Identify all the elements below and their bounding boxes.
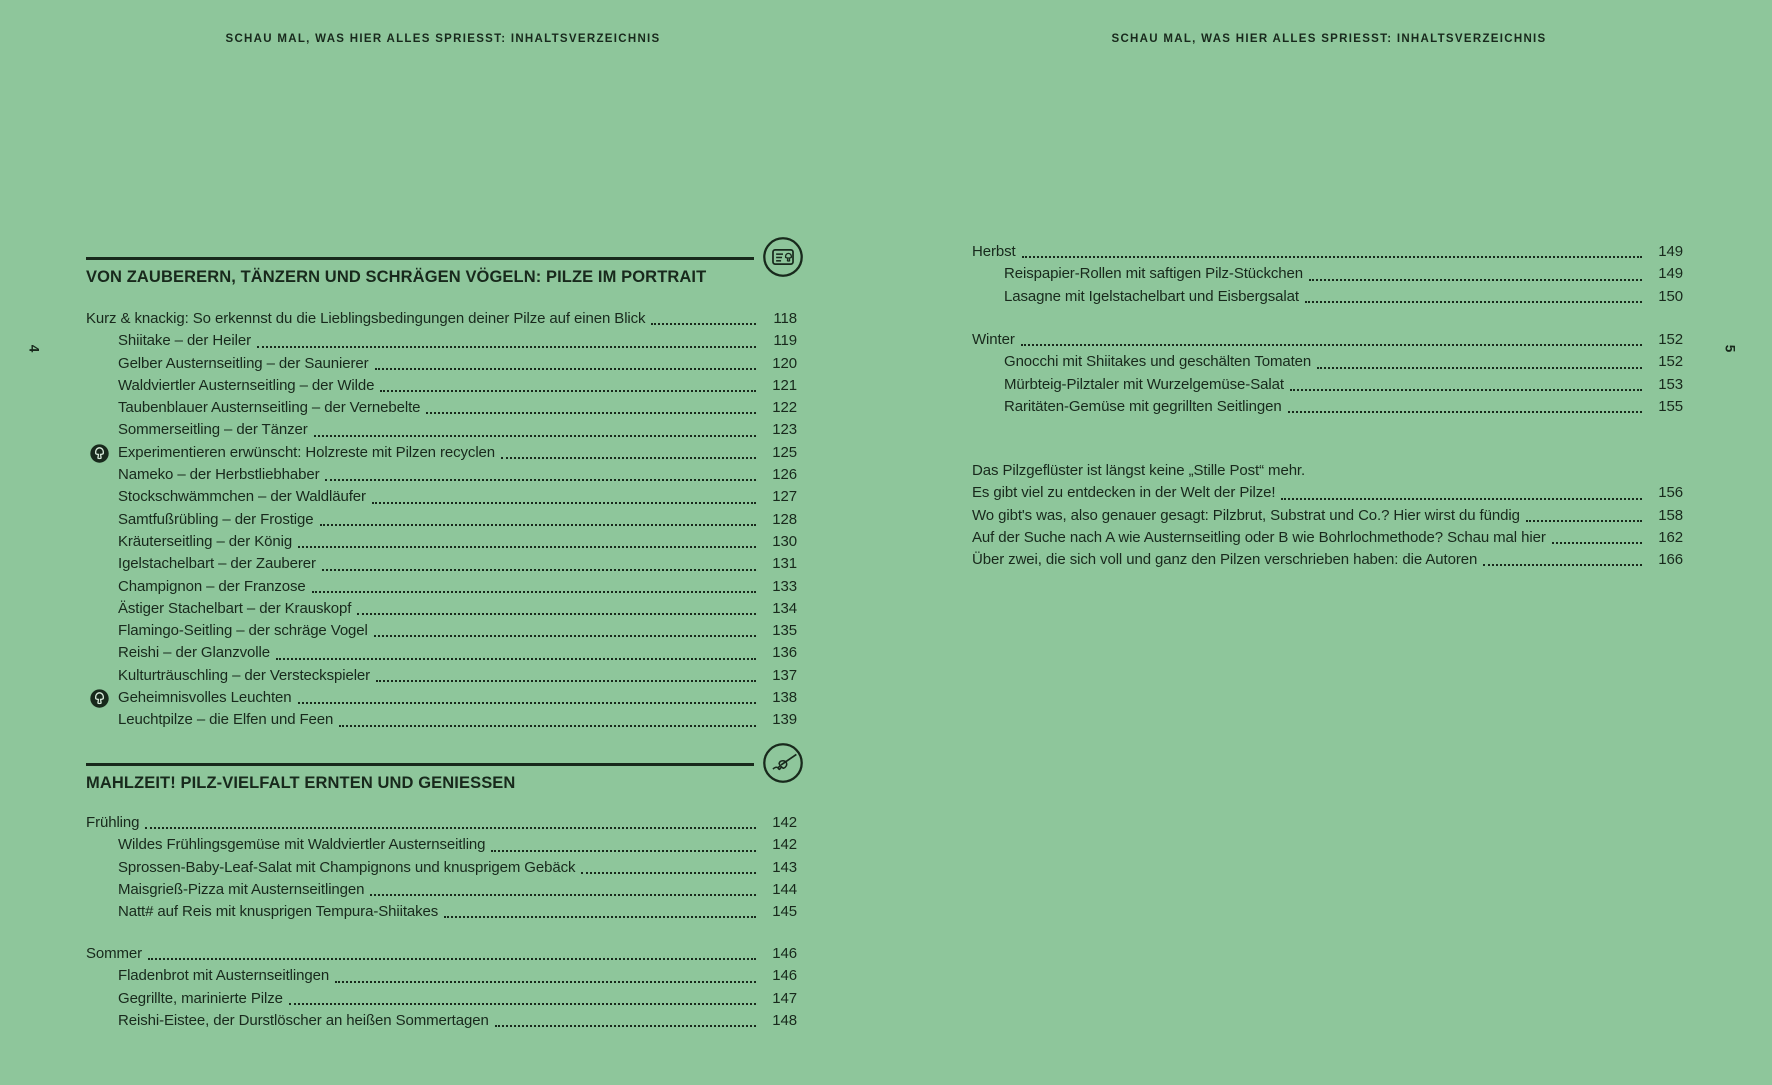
- toc-entry: [972, 286, 1683, 308]
- toc-entry-label: Reishi-Eistee, der Durstlöscher an heißen Sommertagen: [118, 1011, 489, 1029]
- toc-entry-page-number: 152: [1658, 331, 1683, 348]
- toc-entry-page-number: 166: [1658, 551, 1683, 569]
- toc-entry: [86, 464, 797, 486]
- dot-leader: [322, 569, 756, 571]
- toc-entry: [86, 943, 797, 965]
- toc-entry-page-number: 162: [1658, 528, 1683, 546]
- mushroom-badge-icon: [89, 688, 110, 709]
- toc-entry: [86, 308, 797, 330]
- toc-entry: [86, 509, 797, 531]
- dot-leader: [320, 524, 756, 526]
- dot-leader: [148, 958, 756, 960]
- toc-entry-label: Raritäten-Gemüse mit gegrillten Seitlingen: [1004, 397, 1282, 415]
- mushroom-badge-icon: [89, 443, 110, 464]
- toc-entry: [86, 442, 797, 464]
- toc-entry-page-number: 145: [772, 903, 797, 921]
- toc-list-sommer: [86, 943, 797, 1032]
- fork-mushroom-icon: [762, 742, 804, 784]
- toc-entry: [972, 374, 1683, 396]
- toc-entry-label: Gnocchi mit Shiitakes und geschälten Tomaten: [1004, 353, 1312, 371]
- toc-entry-page-number: 119: [773, 332, 797, 350]
- toc-entry-label: Frühling: [86, 814, 140, 831]
- toc-entry-label: Auf der Suche nach A wie Austernseitling oder B wie Bohrlochmethode? Schau mal hier: [972, 528, 1546, 546]
- dot-leader: [298, 546, 756, 548]
- dot-leader: [314, 435, 756, 437]
- toc-entry-label: Shiitake – der Heiler: [118, 332, 251, 350]
- toc-entry-label: Gelber Austernseitling – der Saunierer: [118, 354, 369, 372]
- section-divider: [86, 257, 754, 260]
- toc-entry-label: Ästiger Stachelbart – der Krauskopf: [118, 599, 352, 617]
- toc-entry: [86, 553, 797, 575]
- toc-entry-label: Fladenbrot mit Austernseitlingen: [118, 967, 330, 985]
- toc-entry-label: Kulturträuschling – der Versteckspieler: [118, 666, 371, 684]
- toc-list-portraits: [86, 308, 797, 732]
- toc-entry-page-number: 123: [772, 421, 797, 439]
- toc-entry: [86, 812, 797, 834]
- toc-entry-page-number: 131: [772, 555, 797, 573]
- dot-leader: [376, 680, 756, 682]
- toc-entry: [86, 375, 797, 397]
- toc-list-herbst: [972, 241, 1683, 308]
- toc-entry: [86, 353, 797, 375]
- toc-entry: [86, 687, 797, 709]
- dot-leader: [444, 916, 756, 918]
- toc-entry: [972, 329, 1683, 351]
- dot-leader: [1309, 279, 1642, 281]
- toc-entry: [86, 531, 797, 553]
- toc-entry-label: Leuchtpilze – die Elfen und Feen: [118, 711, 334, 729]
- toc-entry: [86, 486, 797, 508]
- running-header-right: SCHAU MAL, WAS HIER ALLES SPRIESST: INHALTSVERZEICHNIS: [1111, 33, 1547, 45]
- toc-entry-label: Sprossen-Baby-Leaf-Salat mit Champignons und knusprigem Gebäck: [118, 858, 576, 876]
- dot-leader: [335, 981, 756, 983]
- dot-leader: [372, 502, 756, 504]
- toc-entry: [86, 709, 797, 731]
- dot-leader: [651, 323, 756, 325]
- toc-entry-page-number: 130: [772, 532, 797, 550]
- toc-entry: [86, 665, 797, 687]
- toc-entry-label: Winter: [972, 331, 1015, 348]
- toc-entry-label: Geheimnisvolles Leuchten: [118, 689, 292, 707]
- toc-entry: [86, 901, 797, 923]
- page-number-right: 5: [1722, 344, 1738, 353]
- toc-entry: [86, 598, 797, 620]
- running-header-left: SCHAU MAL, WAS HIER ALLES SPRIESST: INHALTSVERZEICHNIS: [225, 33, 661, 45]
- toc-entry-label: Sommer: [86, 945, 143, 962]
- dot-leader: [1305, 301, 1642, 303]
- toc-entry-label: Kräuterseitling – der König: [118, 532, 293, 550]
- toc-entry: [972, 241, 1683, 263]
- toc-entry-page-number: 127: [772, 488, 797, 506]
- dot-leader: [581, 872, 756, 874]
- toc-entry-page-number: 142: [772, 814, 797, 831]
- dot-leader: [375, 368, 756, 370]
- toc-entry-page-number: 144: [772, 880, 797, 898]
- toc-entry: [86, 397, 797, 419]
- toc-entry: [86, 419, 797, 441]
- dot-leader: [276, 658, 756, 660]
- toc-entry-label: Das Pilzgeflüster ist längst keine „Stille Post“ mehr.: [972, 462, 1306, 479]
- dot-leader: [339, 725, 756, 727]
- toc-entry-page-number: 146: [772, 967, 797, 985]
- toc-entry-label: Nameko – der Herbstliebhaber: [118, 466, 320, 484]
- toc-entry-page-number: 149: [1658, 243, 1683, 260]
- toc-entry-page-number: 122: [772, 399, 797, 417]
- toc-entry-label: Igelstachelbart – der Zauberer: [118, 555, 316, 573]
- toc-entry-page-number: 146: [772, 945, 797, 962]
- toc-entry-page-number: 118: [773, 310, 797, 327]
- toc-entry-page-number: 147: [772, 989, 797, 1007]
- section-title-portraits: VON ZAUBERERN, TÄNZERN UND SCHRÄGEN VÖGELN: PILZE IM PORTRAIT: [86, 268, 707, 286]
- toc-list-winter: [972, 329, 1683, 418]
- toc-entry-label: Experimentieren erwünscht: Holzreste mit Pilzen recyclen: [118, 443, 496, 461]
- dot-leader: [145, 827, 756, 829]
- toc-list-fruehling: [86, 812, 797, 923]
- dot-leader: [325, 479, 756, 481]
- dot-leader: [374, 635, 756, 637]
- dot-leader: [312, 591, 756, 593]
- dot-leader: [426, 412, 756, 414]
- dot-leader: [491, 850, 756, 852]
- toc-entry: [86, 965, 797, 987]
- toc-entry-label: Wildes Frühlingsgemüse mit Waldviertler Austernseitling: [118, 836, 486, 854]
- toc-entry-label: Herbst: [972, 243, 1016, 260]
- toc-entry-label: Stockschwämmchen – der Waldläufer: [118, 488, 366, 506]
- dot-leader: [380, 390, 756, 392]
- toc-entry: [86, 576, 797, 598]
- toc-entry: [86, 988, 797, 1010]
- dot-leader: [1281, 498, 1642, 500]
- toc-list-outro: [972, 460, 1683, 571]
- toc-entry: [972, 527, 1683, 549]
- toc-entry-label: Waldviertler Austernseitling – der Wilde: [118, 376, 375, 394]
- toc-entry-label: Natt# auf Reis mit knusprigen Tempura-Shiitakes: [118, 903, 439, 921]
- toc-entry-label: Reishi – der Glanzvolle: [118, 644, 270, 662]
- toc-entry-page-number: 134: [772, 599, 797, 617]
- dot-leader: [1288, 411, 1642, 413]
- toc-entry-label: Reispapier-Rollen mit saftigen Pilz-Stückchen: [1004, 265, 1303, 283]
- section-divider: [86, 763, 754, 766]
- toc-entry-label: Samtfußrübling – der Frostige: [118, 510, 314, 528]
- section-title-mahlzeit: MAHLZEIT! PILZ-VIELFALT ERNTEN UND GENIESSEN: [86, 774, 516, 792]
- toc-entry-label: Taubenblauer Austernseitling – der Vernebelte: [118, 399, 421, 417]
- toc-entry-page-number: 149: [1658, 265, 1683, 283]
- toc-entry: [86, 857, 797, 879]
- toc-entry-page-number: 138: [772, 689, 797, 707]
- toc-entry-page-number: 135: [772, 622, 797, 640]
- dot-leader: [1483, 564, 1642, 566]
- dot-leader: [370, 894, 756, 896]
- dot-leader: [1290, 389, 1642, 391]
- toc-entry-page-number: 126: [772, 466, 797, 484]
- toc-entry-label: Maisgrieß-Pizza mit Austernseitlingen: [118, 880, 365, 898]
- toc-entry: [86, 620, 797, 642]
- dot-leader: [289, 1003, 756, 1005]
- toc-entry-page-number: 125: [772, 443, 797, 461]
- toc-entry: [86, 330, 797, 352]
- dot-leader: [357, 613, 756, 615]
- toc-entry-label: Es gibt viel zu entdecken in der Welt der Pilze!: [972, 484, 1276, 502]
- toc-entry-page-number: 136: [772, 644, 797, 662]
- toc-entry-label: Sommerseitling – der Tänzer: [118, 421, 308, 439]
- dot-leader: [1021, 344, 1642, 346]
- toc-entry: [972, 505, 1683, 527]
- toc-entry: [972, 263, 1683, 285]
- toc-entry-page-number: 150: [1658, 287, 1683, 305]
- toc-entry-label: Kurz & knackig: So erkennst du die Lieblingsbedingungen deiner Pilze auf einen Blick: [86, 310, 646, 327]
- toc-entry: [972, 396, 1683, 418]
- toc-entry-label: Gegrillte, marinierte Pilze: [118, 989, 283, 1007]
- toc-entry-page-number: 153: [1658, 375, 1683, 393]
- dot-leader: [495, 1025, 756, 1027]
- toc-entry-page-number: 128: [772, 510, 797, 528]
- dot-leader: [257, 346, 756, 348]
- toc-entry-page-number: 143: [772, 858, 797, 876]
- toc-entry-page-number: 152: [1658, 353, 1683, 371]
- toc-entry-label: Lasagne mit Igelstachelbart und Eisbergsalat: [1004, 287, 1299, 305]
- toc-entry-page-number: 133: [772, 577, 797, 595]
- toc-entry-label: Über zwei, die sich voll und ganz den Pilzen verschrieben haben: die Autoren: [972, 551, 1478, 569]
- toc-entry-label: Mürbteig-Pilztaler mit Wurzelgemüse-Salat: [1004, 375, 1284, 393]
- toc-entry: [972, 460, 1683, 482]
- dot-leader: [1022, 256, 1642, 258]
- toc-entry-label: Wo gibt's was, also genauer gesagt: Pilzbrut, Substrat und Co.? Hier wirst du fündig: [972, 506, 1520, 524]
- dot-leader: [1526, 520, 1642, 522]
- toc-entry-page-number: 155: [1658, 397, 1683, 415]
- toc-entry: [86, 834, 797, 856]
- toc-entry: [86, 642, 797, 664]
- dot-leader: [1552, 542, 1642, 544]
- toc-entry-page-number: 137: [772, 666, 797, 684]
- dot-leader: [501, 457, 756, 459]
- toc-entry-page-number: 148: [772, 1011, 797, 1029]
- toc-entry-label: Flamingo-Seitling – der schräge Vogel: [118, 622, 368, 640]
- toc-entry: [972, 351, 1683, 373]
- toc-entry: [86, 1010, 797, 1032]
- portrait-card-icon: [762, 236, 804, 278]
- toc-entry-page-number: 158: [1658, 506, 1683, 524]
- page-number-left: 4: [26, 344, 42, 353]
- dot-leader: [298, 702, 756, 704]
- toc-entry-page-number: 139: [772, 711, 797, 729]
- dot-leader: [1317, 367, 1642, 369]
- toc-entry: [972, 549, 1683, 571]
- toc-entry-label: Champignon – der Franzose: [118, 577, 306, 595]
- toc-entry-page-number: 120: [772, 354, 797, 372]
- toc-entry-page-number: 156: [1658, 484, 1683, 502]
- toc-entry: [86, 879, 797, 901]
- right-page: [886, 0, 1772, 1085]
- toc-entry: [972, 482, 1683, 504]
- toc-entry-page-number: 121: [772, 376, 797, 394]
- toc-entry-page-number: 142: [772, 836, 797, 854]
